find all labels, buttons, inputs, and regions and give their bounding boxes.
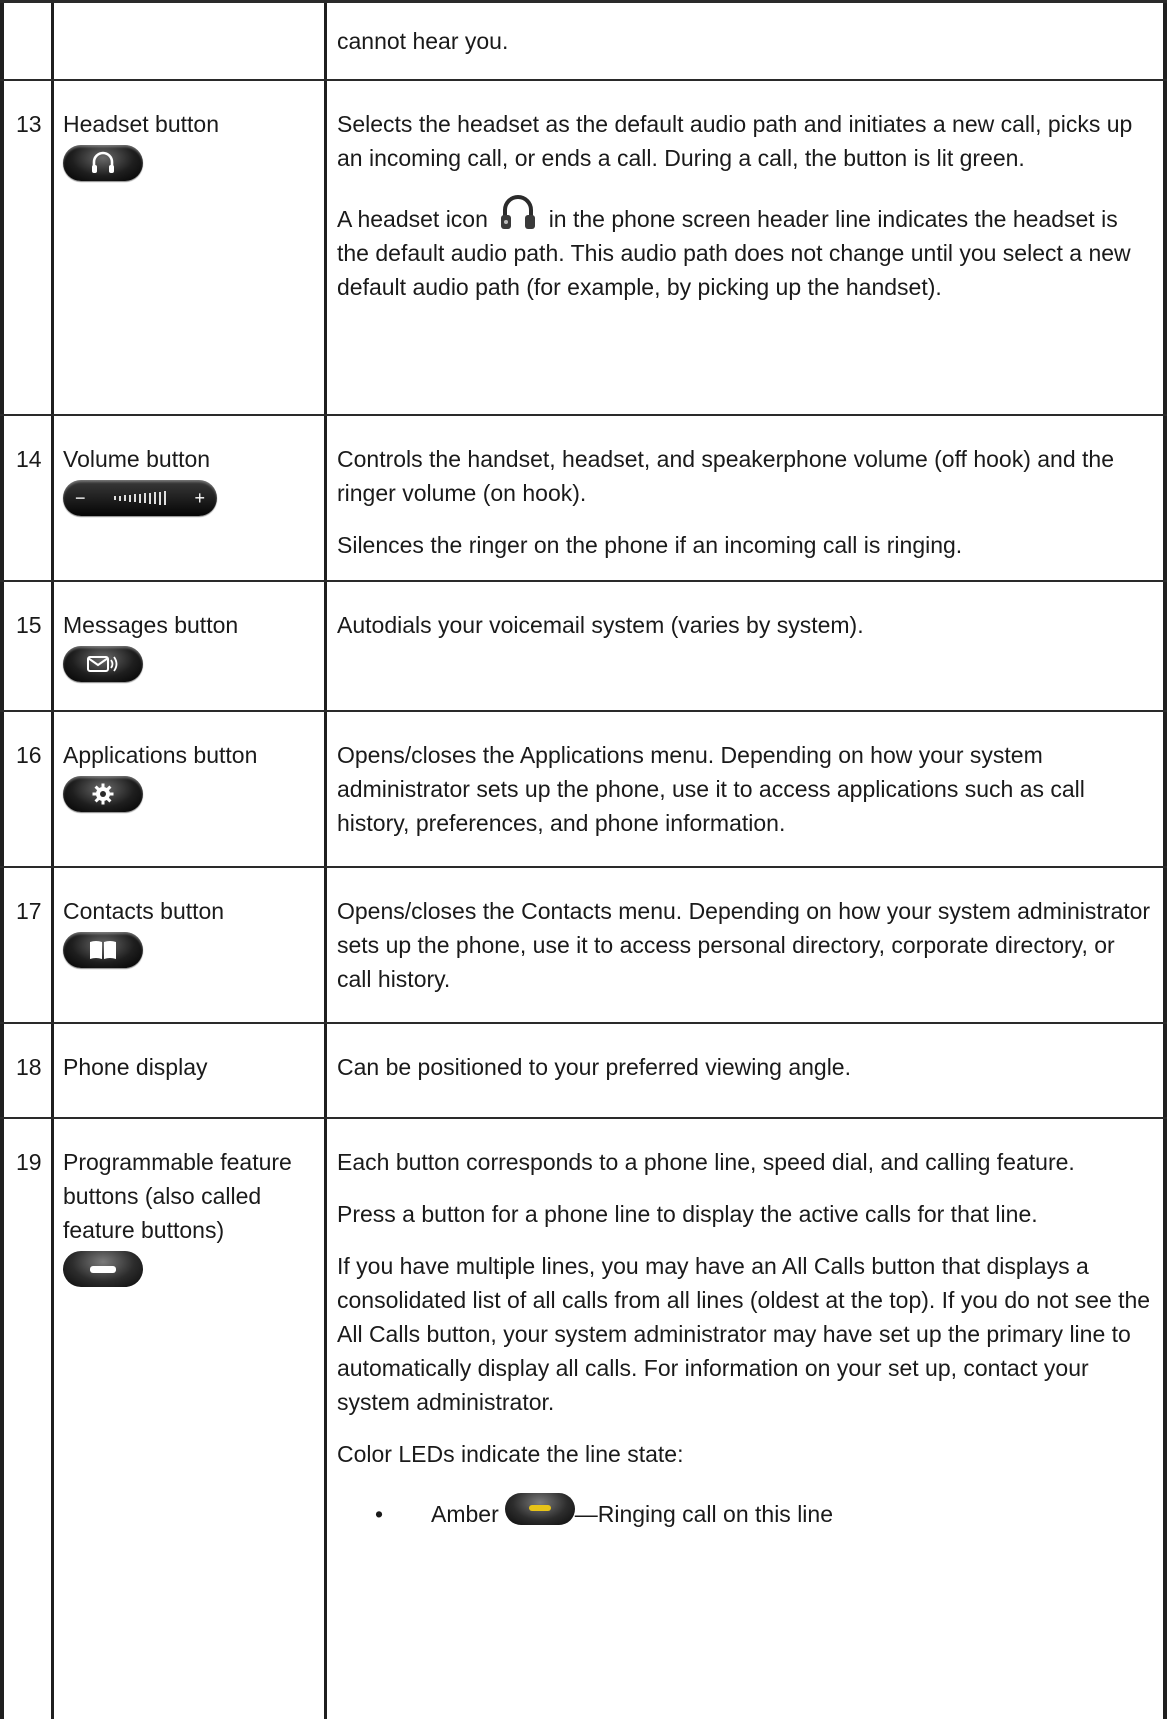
plus-icon: + <box>194 488 205 508</box>
row-name-cell <box>54 868 327 1022</box>
row-name: Volume button <box>63 446 211 472</box>
row-description <box>327 3 1167 79</box>
book-icon <box>88 939 118 961</box>
table-row <box>0 712 1167 868</box>
feature-button-image <box>63 1251 324 1287</box>
row-name-cell <box>54 416 327 580</box>
row-name: Applications button <box>63 742 258 768</box>
text-after-icon: in the phone screen header line indicates the headset is the default audio path. This audio path does not change until you select a new default audio path (for example, by picking up the handset). <box>337 206 1131 300</box>
description-paragraph: Each button corresponds to a phone line, speed dial, and calling feature. <box>337 1149 1075 1175</box>
description-paragraph: If you have multiple lines, you may have an All Calls button that displays a consolidated list of all calls from all lines (oldest at the top). If you do not see the All Calls button, your system administrator may have set up the primary line to automatically display all calls. For information on your set up, contact your system administrator. <box>337 1253 1151 1415</box>
contacts-button-image <box>63 932 324 968</box>
description-paragraph: cannot hear you. <box>337 28 509 54</box>
table-row <box>0 81 1167 416</box>
row-name: Phone display <box>54 1024 327 1117</box>
description-paragraph: Color LEDs indicate the line state: <box>337 1441 684 1467</box>
row-name-cell <box>54 81 327 414</box>
table-row <box>0 582 1167 712</box>
amber-led-icon <box>505 1493 575 1525</box>
minus-icon: − <box>75 488 86 508</box>
feature-button-icon <box>63 1251 143 1287</box>
row-number: 18 <box>0 1024 54 1117</box>
text-before-icon: A headset icon <box>337 206 488 232</box>
table-row <box>0 416 1167 582</box>
description-paragraph: Controls the handset, headset, and speakerphone volume (off hook) and the ringer volume (on hook). <box>337 446 1114 506</box>
table-row <box>0 868 1167 1024</box>
headset-button-image <box>63 145 324 181</box>
row-description <box>327 1119 1167 1719</box>
headset-status-icon <box>496 193 540 233</box>
volume-rocker-icon <box>63 480 217 516</box>
row-number: 15 <box>0 582 54 710</box>
row-name-cell <box>54 582 327 710</box>
row-description <box>327 582 1167 710</box>
description-paragraph: Opens/closes the Applications menu. Depending on how your system administrator sets up the phone, use it to access applications such as call history, preferences, and phone information. <box>337 742 1085 836</box>
row-description <box>327 1024 1167 1117</box>
row-description <box>327 81 1167 414</box>
description-paragraph: Autodials your voicemail system (varies by system). <box>337 612 864 638</box>
headset-icon <box>90 151 116 175</box>
table-row <box>0 0 1167 81</box>
row-name-cell <box>54 1119 327 1719</box>
table-row <box>0 1024 1167 1119</box>
messages-button-image <box>63 646 324 682</box>
row-name: Messages button <box>63 612 239 638</box>
description-paragraph: Silences the ringer on the phone if an incoming call is ringing. <box>337 532 963 558</box>
row-name <box>54 3 327 79</box>
description-paragraph: Press a button for a phone line to display the active calls for that line. <box>337 1201 1038 1227</box>
description-paragraph: Opens/closes the Contacts menu. Depending on how your system administrator sets up the phone, use it to access personal directory, corporate directory, or call history. <box>337 898 1151 992</box>
table-row <box>0 1119 1167 1719</box>
row-number: 16 <box>0 712 54 866</box>
applications-button-image <box>63 776 324 812</box>
led-state-text: —Ringing call on this line <box>574 1501 833 1527</box>
row-description <box>327 712 1167 866</box>
row-description <box>327 868 1167 1022</box>
row-name: Headset button <box>63 111 220 137</box>
row-number: 13 <box>0 81 54 414</box>
row-name-cell <box>54 712 327 866</box>
row-name: Programmable feature buttons (also called feature buttons) <box>63 1149 292 1243</box>
row-number: 17 <box>0 868 54 1022</box>
description-paragraph <box>337 193 1153 304</box>
volume-button-image <box>63 480 324 516</box>
row-name: Contacts button <box>63 898 225 924</box>
row-number: 14 <box>0 416 54 580</box>
led-state-list-item <box>375 1497 1153 1531</box>
description-paragraph: Selects the headset as the default audio path and initiates a new call, picks up an incoming call, or ends a call. During a call, the button is lit green. <box>337 111 1133 171</box>
led-state-label: Amber <box>431 1501 499 1527</box>
description-paragraph: Can be positioned to your preferred viewing angle. <box>337 1054 851 1080</box>
row-number: 19 <box>0 1119 54 1719</box>
row-description <box>327 416 1167 580</box>
row-number <box>0 3 54 79</box>
gear-icon <box>91 782 115 806</box>
volume-level-icon <box>114 491 166 505</box>
bullet-marker: • <box>375 1501 384 1527</box>
messages-icon <box>86 653 120 675</box>
